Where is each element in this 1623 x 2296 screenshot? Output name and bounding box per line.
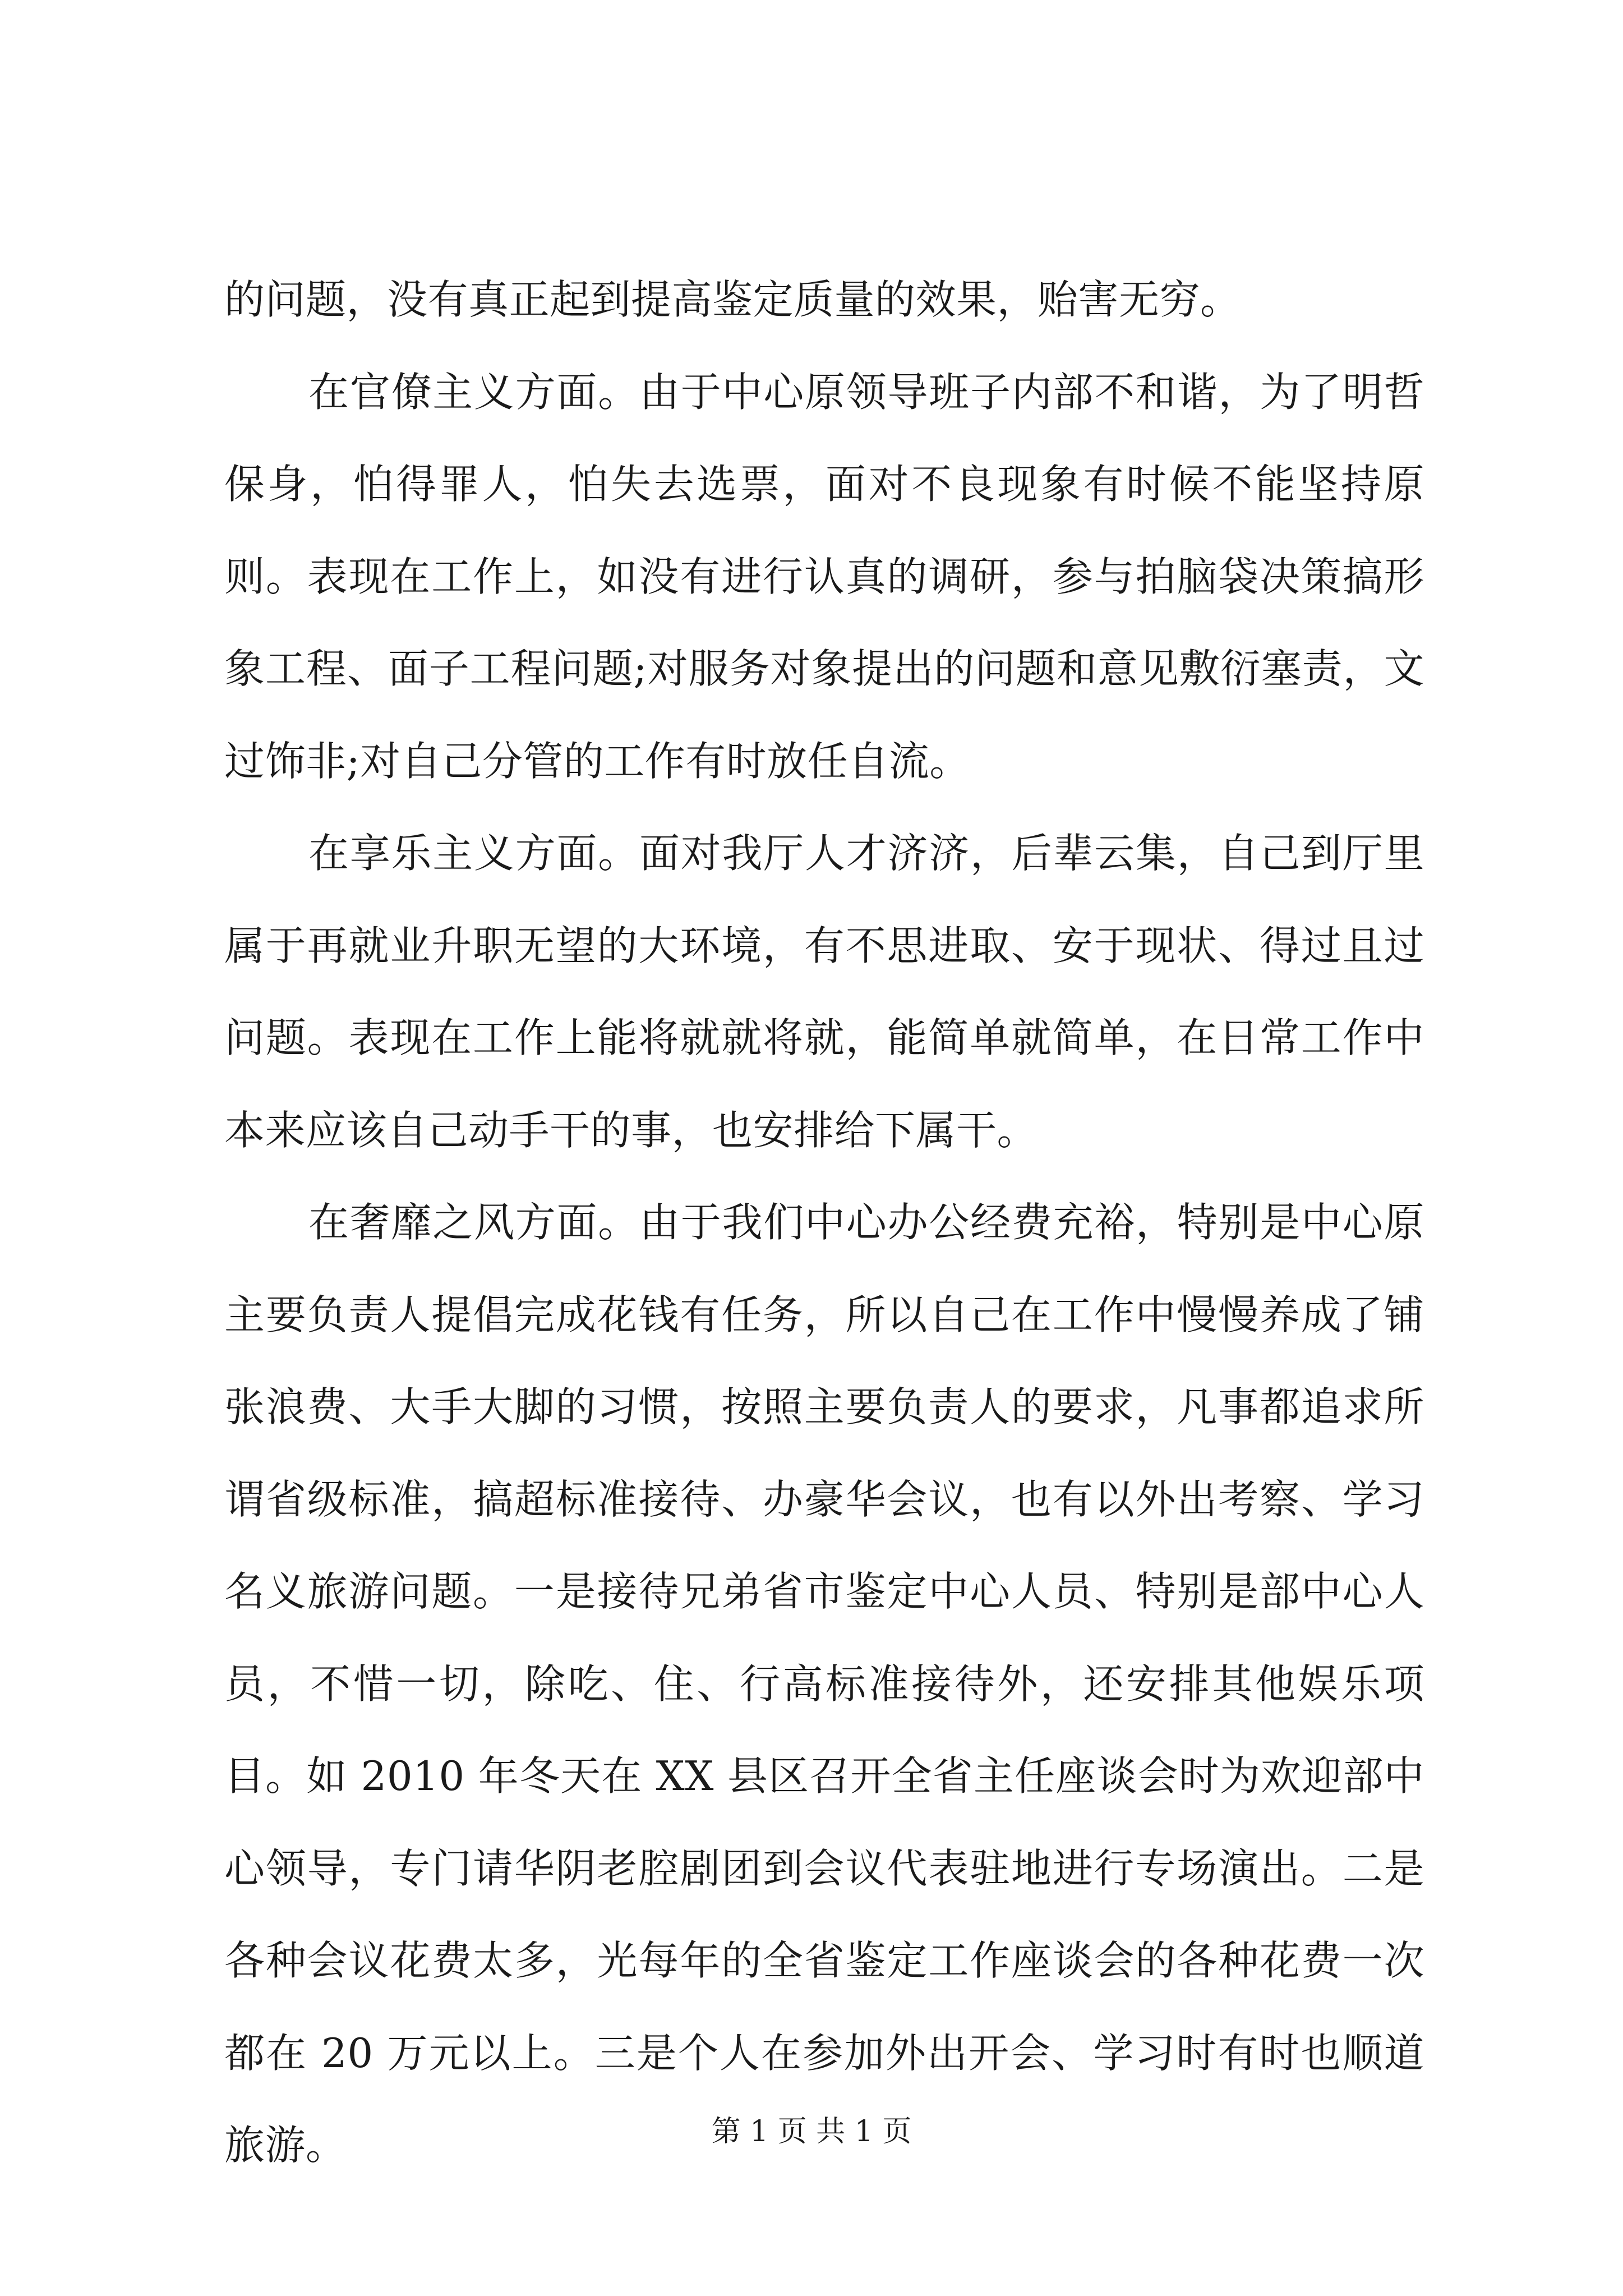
paragraph-continuation: 的问题，没有真正起到提高鉴定质量的效果，贻害无穷。: [224, 276, 1241, 323]
document-body: [224, 254, 1424, 2192]
page-number-footer: 第 1 页 共 1 页: [711, 2115, 912, 2148]
paragraph-bureaucratism: 在官僚主义方面。由于中心原领导班子内部不和谐，为了明哲保身，怕得罪人，怕失去选票，面对不良现象有时候不能坚持原则。表现在工作上，如没有进行认真的调研，参与拍脑袋决策搞形象工程、面子工程问题;对服务对象提出的问题和意见敷衍塞责，文过饰非;对自己分管的工作有时放任自流。: [224, 368, 1424, 785]
paragraph-hedonism: 在享乐主义方面。面对我厅人才济济，后辈云集，自己到厅里属于再就业升职无望的大环境，有不思进取、安于现状、得过且过问题。表现在工作上能将就就将就，能简单就简单，在日常工作中本来应该自己动手干的事，也安排给下属干。: [224, 830, 1424, 1154]
paragraph-extravagance: 在奢靡之风方面。由于我们中心办公经费充裕，特别是中心原主要负责人提倡完成花钱有任务，所以自己在工作中慢慢养成了铺张浪费、大手大脚的习惯，按照主要负责人的要求，凡事都追求所谓省级标准，搞超标准接待、办豪华会议，也有以外出考察、学习名义旅游问题。一是接待兄弟省市鉴定中心人员、特别是部中心人员，不惜一切，除吃、住、行高标准接待外，还安排其他娱乐项目。如 2010 年冬天在 XX 县区召开全省主任座谈会时为欢迎部中心领导，专门请华阴老腔剧团到会议代表驻地进行专场演出。二是各种会议花费太多，光每年的全省鉴定工作座谈会的各种花费一次都在 20 万元以上。三是个人在参加外出开会、学习时有时也顺道旅游。: [224, 1199, 1424, 2169]
